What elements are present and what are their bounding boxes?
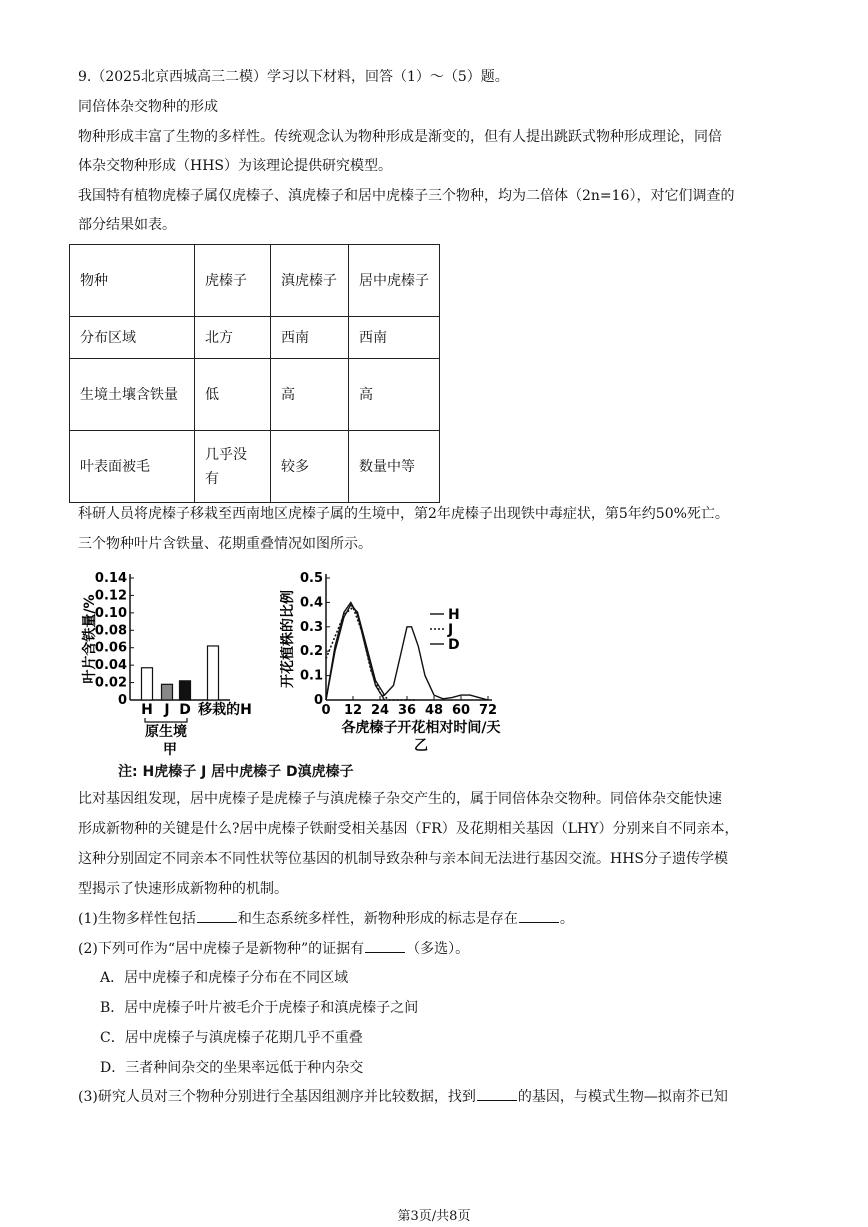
bar-D [180,681,191,700]
table-cell: 高 [271,359,349,431]
q1-text-a: (1)生物多样性包括 [78,911,196,927]
bar-H [142,668,153,700]
para1-line2: 体杂交物种形成（HHS）为该理论提供研究模型。 [78,158,393,174]
table-cell: 叶表面被毛 [70,431,195,503]
x-tick-label: 48 [424,703,444,718]
legend-label: J [448,622,454,638]
species-table [69,244,440,503]
y-tick-label: 0.04 [94,658,127,674]
x-tick-label: 24 [370,703,390,718]
page-footer: 第3页/共8页 [397,1209,471,1224]
question-3 [78,1086,828,1108]
y-axis-label: 叶片含铁量/% [82,594,98,684]
y-tick-label: 0.4 [299,595,323,611]
y-tick-label: 0.14 [94,571,127,586]
para1-line1: 物种形成丰富了生物的多样性。传统观念认为物种形成是渐变的，但有人提出跳跃式物种形成理论，同倍 [78,129,722,145]
y-tick-label: 0 [117,693,127,708]
table-cell: 低 [195,359,271,431]
x-tick-label: 移栽的H [198,702,252,718]
series-line-J [326,607,416,700]
para2-line1: 我国特有植物虎榛子属仅虎榛子、滇虎榛子和居中虎榛子三个物种，均为二倍体（2n=16），对它们调查的 [78,188,735,204]
bracket [145,718,187,722]
y-tick-label: 0.02 [94,675,127,691]
table-row [70,431,440,503]
table-cell: 分布区域 [70,317,195,359]
q3-text-a: (3)研究人员对三个物种分别进行全基因组测序并比较数据，找到 [78,1089,476,1105]
bracket-label: 原生境 [145,724,187,740]
y-tick-label: 0 [313,693,323,708]
para2-line2: 部分结果如表。 [78,217,176,233]
legend-label: D [448,637,460,653]
panel-label: 甲 [163,742,177,758]
y-tick-label: 0.5 [299,571,323,586]
para4-line3: 这种分别固定不同亲本不同性状等位基因的机制导致杂种与亲本间无法进行基因交流。HHS分子遗传学模 [78,851,729,867]
table-row [70,359,440,431]
para3-line1: 科研人员将虎榛子移栽至西南地区虎榛子属的生境中，第2年虎榛子出现铁中毒症状，第5年约50%死亡。 [78,506,729,522]
q1-text-b: 和生态系统多样性，新物种形成的标志是存在 [237,911,518,927]
series-line-D [326,602,385,700]
y-tick-label: 0.12 [94,588,127,604]
table-cell: 北方 [195,317,271,359]
table-cell: 高 [349,359,440,431]
y-tick-label: 0.06 [94,640,127,656]
question-header: 9.（2025北京西城高三二模）学习以下材料，回答（1）～（5）题。 [78,69,509,85]
legend-label: H [448,607,460,623]
table-cell: 虎榛子 [195,245,271,317]
section-title: 同倍体杂交物种的形成 [78,99,218,115]
para3-line2: 三个物种叶片含铁量、花期重叠情况如图所示。 [78,536,372,552]
table-cell: 滇虎榛子 [271,245,349,317]
x-tick-label: 72 [478,703,498,718]
table-cell: 西南 [349,317,440,359]
table-cell: 较多 [271,431,349,503]
x-tick-label: H [141,702,153,718]
table-cell: 西南 [271,317,349,359]
x-axis-label: 各虎榛子开花相对时间/天 [341,720,501,736]
q3-text-b: 的基因，与模式生物—拟南芥已知 [517,1089,728,1105]
y-tick-label: 0.3 [299,619,323,635]
option-d[interactable]: D．三者种间杂交的坐果率远低于种内杂交 [100,1060,364,1076]
option-c[interactable]: C．居中虎榛子与滇虎榛子花期几乎不重叠 [100,1030,363,1046]
x-tick-label: 36 [397,703,417,718]
y-tick-label: 0.10 [94,605,127,621]
panel-label: 乙 [414,738,428,754]
table-cell: 居中虎榛子 [349,245,440,317]
x-tick-label: J [164,702,170,718]
question-2 [78,938,828,960]
table-row [70,245,440,317]
figure-note: 注: H虎榛子 J 居中虎榛子 D滇虎榛子 [118,764,354,780]
table-cell: 几乎没有 [195,431,271,503]
answer-blank[interactable] [365,938,405,953]
answer-blank[interactable] [477,1086,517,1101]
para4-line4: 型揭示了快速形成新物种的机制。 [78,881,288,897]
iron-content-bar-chart [80,568,280,760]
option-a[interactable]: A．居中虎榛子和虎榛子分布在不同区域 [100,970,349,986]
flowering-line-chart [280,568,520,760]
q1-text-c: 。 [559,911,574,927]
table-cell: 物种 [70,245,195,317]
table-cell: 数量中等 [349,431,440,503]
bar-移栽的H [208,646,219,700]
x-tick-label: 12 [343,703,363,718]
table-cell: 生境土壤含铁量 [70,359,195,431]
y-tick-label: 0.2 [299,644,323,660]
option-b[interactable]: B．居中虎榛子叶片被毛介于虎榛子和滇虎榛子之间 [100,1000,419,1016]
y-tick-label: 0.08 [94,623,127,639]
q2-text-a: (2)下列可作为“居中虎榛子是新物种”的证据有 [78,941,365,957]
para4-line1: 比对基因组发现，居中虎榛子是虎榛子与滇虎榛子杂交产生的，属于同倍体杂交物种。同倍体杂交能快速 [78,791,722,807]
table-row [70,317,440,359]
answer-blank[interactable] [197,908,237,923]
answer-blank[interactable] [519,908,559,923]
question-1 [78,908,828,930]
q2-text-b: （多选）。 [406,941,470,957]
y-tick-label: 0.1 [299,668,323,684]
series-line-H [326,605,488,700]
x-tick-label: 60 [451,703,471,718]
bar-J [162,684,173,700]
para4-line2: 形成新物种的关键是什么?居中虎榛子铁耐受相关基因（FR）及花期相关基因（LHY）分别来自不同亲本， [78,821,739,837]
x-tick-label: 0 [321,703,331,718]
x-tick-label: D [179,702,191,718]
y-axis-label: 开花植株的比例 [280,590,296,688]
